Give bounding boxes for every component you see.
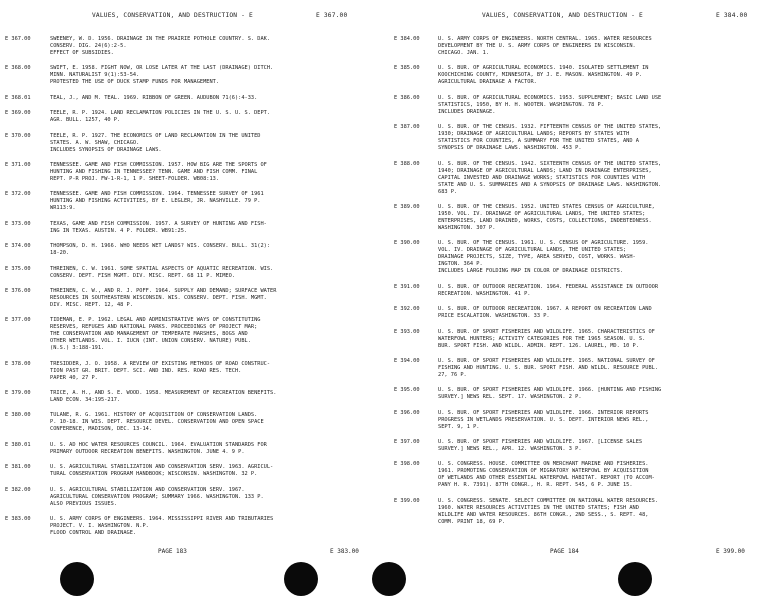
footer-code: E 383.00 <box>330 548 359 555</box>
entry-citation: SWIFT, E. 1958. FIGHT NOW, OR LOSE LATER AT THE LAST (DRAINAGE) DITCH. MINN. NATURALIST 9(1):53-54. PROTESTED THE USE OF DUCK STAMP FUNDS FOR MANAGEMENT. <box>50 65 274 86</box>
entry-citation: U. S. BUR. OF SPORT FISHERIES AND WILDLIFE. 1966. INTERIOR REPORTS PROGRESS IN WETLANDS PRESERVATION. U. S. DEPT. INTERIOR NEWS REL., SEPT. 9, 1 P. <box>438 409 649 430</box>
entry-code: E 391.00 <box>394 283 420 290</box>
bibliography-entry <box>390 161 779 196</box>
bibliography-entry <box>0 110 390 124</box>
bibliography-entry <box>0 442 390 456</box>
bibliography-entry <box>390 329 779 350</box>
entry-citation: U. S. BUR. OF THE CENSUS. 1942. SIXTEENTH CENSUS OF THE UNITED STATES, 1940; DRAINAGE OF AGRICULTURAL LANDS; LAND IN DRAINAGE ENTERPRISES, CAPITAL INVESTED AND DRAINAGE WORKS; STATISTICS FOR COUNTIES WITH STATE AND U. S. SUMMARIES AND A SYNOPSIS OF DRAINAGE LAWS. WASHINGTON. 683 P. <box>438 160 662 195</box>
entry-citation: TENNESSEE. GAME AND FISH COMMISSION. 1957. HOW BIG ARE THE SPORTS OF HUNTING AND FISHING IN TENNESSEE? TENN. GAME AND FISH COMM. FINAL REPT. P-R PROJ. FW-1-R-1, 1 P. SHEET-FOLDER. WB08:13. <box>50 161 267 182</box>
entry-code: E 369.00 <box>5 110 31 117</box>
bibliography-entry <box>0 317 390 352</box>
bibliography-entry <box>0 36 390 57</box>
bibliography-entry <box>0 221 390 235</box>
bibliography-entry <box>390 387 779 401</box>
bibliography-entry <box>0 266 390 280</box>
entry-code: E 393.00 <box>394 328 420 335</box>
bibliography-entry <box>390 461 779 489</box>
entry-citation: U. S. AD HOC WATER RESOURCES COUNCIL. 1964. EVALUATION STANDARDS FOR PRIMARY OUTDOOR RECREATION BENEFITS. WASHINGTON. JUNE 4. 9 P. <box>50 441 267 455</box>
punch-hole <box>284 562 318 596</box>
page-header-title: VALUES, CONSERVATION, AND DESTRUCTION - E <box>92 12 253 19</box>
entry-citation: U. S. BUR. OF AGRICULTURAL ECONOMICS. 1940. ISOLATED SETTLEMENT IN KOOCHICHING COUNTY, MINNESOTA, BY J. E. MASON. WASHINGTON. 49 P. AGRICULTURAL DRAINAGE A FACTOR. <box>438 65 649 86</box>
entry-citation: U. S. ARMY CORPS OF ENGINEERS. 1964. MISSISSIPPI RIVER AND TRIBUTARIES PROJECT. V. I. WASHINGTON. N.P. FLOOD CONTROL AND DRAINAGE. <box>50 516 274 537</box>
entry-citation: U. S. AGRICULTURAL STABILIZATION AND CONSERVATION SERV. 1967. AGRICULTURAL CONSERVATION PROGRAM; SUMMARY 1966. WASHINGTON. 133 P. ALSO PREVIOUS ISSUES. <box>50 486 264 507</box>
entry-code: E 367.00 <box>5 36 31 42</box>
punch-hole <box>618 562 652 596</box>
entry-citation: U. S. BUR. OF SPORT FISHERIES AND WILDLIFE. 1965. NATIONAL SURVEY OF FISHING AND HUNTING. U. S. BUR. SPORT FISH. AND WILDL. RESOURCE PUBL. 27, 76 P. <box>438 357 659 378</box>
entry-citation: TENNESSEE. GAME AND FISH COMMISSION. 1964. TENNESSEE SURVEY OF 1961 HUNTING AND FISHING ACTIVITIES, BY E. LEGLER, JR. NASHVILLE. 79 P. WR113:9. <box>50 191 264 212</box>
entry-code: E 372.00 <box>5 191 31 198</box>
entry-code: E 385.00 <box>394 65 420 72</box>
page-number: PAGE 184 <box>550 548 579 555</box>
entry-code: E 392.00 <box>394 306 420 313</box>
bibliography-entry <box>390 498 779 526</box>
entry-code: E 368.01 <box>5 94 31 101</box>
bibliography-list <box>390 36 779 534</box>
entry-citation: U. S. CONGRESS. SENATE. SELECT COMMITTEE ON NATIONAL WATER RESOURCES. 1960. WATER RESOURCES ACTIVITIES IN THE UNITED STATES; FISH AND WILDLIFE AND WATER RESOURCES. 86TH CONGR., 2ND SESS., S. REPT. 48, COMM. PRINT 18, 69 P. <box>438 497 659 525</box>
page-header-code: E 367.00 <box>316 12 348 19</box>
bibliography-entry <box>390 410 779 431</box>
entry-code: E 386.00 <box>394 94 420 101</box>
entry-code: E 381.00 <box>5 464 31 471</box>
bibliography-entry <box>390 284 779 298</box>
entry-code: E 380.01 <box>5 441 31 448</box>
entry-code: E 370.00 <box>5 132 31 139</box>
bibliography-entry <box>390 439 779 453</box>
entry-citation: U. S. AGRICULTURAL STABILIZATION AND CONSERVATION SERV. 1963. AGRICUL- TURAL CONSERVATION PROGRAM HANDBOOK; WISCONSIN. WASHINGTON. 32 P. <box>50 464 274 478</box>
entry-code: E 399.00 <box>394 497 420 504</box>
bibliography-entry <box>390 240 779 275</box>
entry-code: E 389.00 <box>394 203 420 210</box>
entry-citation: THREINEN, C. W. 1961. SOME SPATIAL ASPECTS OF AQUATIC RECREATION. WIS. CONSERV. DEPT. FISH MGMT. DIV. MISC. REPT. 68 11 P. MIMEO. <box>50 265 274 279</box>
entry-code: E 380.00 <box>5 412 31 419</box>
punch-hole <box>372 562 406 596</box>
entry-citation: U. S. BUR. OF OUTDOOR RECREATION. 1967. A REPORT ON RECREATION LAND PRICE ESCALATION. WASHINGTON. 33 P. <box>438 306 652 320</box>
entry-code: E 375.00 <box>5 265 31 272</box>
bibliography-entry <box>0 133 390 154</box>
entry-citation: TEXAS, GAME AND FISH COMMISSION. 1957. A SURVEY OF HUNTING AND FISH- ING IN TEXAS. AUSTIN. 4 P. FOLDER. WB91:25. <box>50 220 267 234</box>
entry-code: E 387.00 <box>394 124 420 131</box>
footer-code: E 399.00 <box>716 548 745 555</box>
bibliography-entry <box>0 288 390 309</box>
page-header-title: VALUES, CONSERVATION, AND DESTRUCTION - E <box>482 12 643 19</box>
entry-citation: U. S. BUR. OF THE CENSUS. 1932. FIFTEENTH CENSUS OF THE UNITED STATES, 1930; DRAINAGE OF AGRICULTURAL LANDS; REPORTS BY STATES WITH STATISTICS FOR COUNTIES, A SUMMARY FOR THE UNITED STATES, AND A SYNOPSIS OF DRAINAGE LAWS. WASHINGTON. 453 P. <box>438 124 662 152</box>
entry-citation: TEELE, R. P. 1924. LAND RECLAMATION POLICIES IN THE U. S. U. S. DEPT. AGR. BULL. 1257, 40 P. <box>50 110 271 124</box>
entry-code: E 368.00 <box>5 65 31 72</box>
entry-code: E 390.00 <box>394 240 420 247</box>
bibliography-entry <box>0 390 390 404</box>
bibliography-entry <box>0 191 390 212</box>
bibliography-entry <box>390 65 779 86</box>
page-header-code: E 384.00 <box>716 12 748 19</box>
entry-code: E 397.00 <box>394 439 420 446</box>
entry-code: E 379.00 <box>5 390 31 397</box>
bibliography-entry <box>0 95 390 102</box>
entry-citation: TIDEMAN, E. P. 1962. LEGAL AND ADMINISTRATIVE WAYS OF CONSTITUTING RESERVES, REFUGES AND NATIONAL PARKS. PROCEEDINGS OF PROJECT MAR; THE CONSERVATION AND MANAGEMENT OF TEMPERATE MARSHES, BOGS AND OTHER WETLANDS. VOL. I. IUCN (INT. UNION CONSERV. NATURE) PUBL. (N.S.) 3:188-191. <box>50 317 261 352</box>
entry-code: E 398.00 <box>394 461 420 468</box>
entry-code: E 378.00 <box>5 360 31 367</box>
entry-code: E 371.00 <box>5 161 31 168</box>
entry-citation: U. S. BUR. OF OUTDOOR RECREATION. 1964. FEDERAL ASSISTANCE IN OUTDOOR RECREATION. WASHINGTON. 41 P. <box>438 283 659 297</box>
entry-citation: TRESIDDER, J. O. 1958. A REVIEW OF EXISTING METHODS OF ROAD CONSTRUC- TION PAST GR. BRIT. DEPT. SCI. AND IND. RES. ROAD RES. TECH. PAPER 40, 27 P. <box>50 360 271 381</box>
page-number: PAGE 183 <box>158 548 187 555</box>
entry-citation: U. S. CONGRESS. HOUSE. COMMITTEE ON MERCHANT MARINE AND FISHERIES. 1961. PROMOTING CONSERVATION OF MIGRATORY WATERFOWL BY ACQUISITION OF WETLANDS AND OTHER ESSENTIAL WATERFOWL HABITAT. REPORT (TO ACCOM- PANY H. R. 7391). 87TH CONGR., H. R. REPT. 545, 6 P. JUNE 15. <box>438 461 655 489</box>
bibliography-entry <box>390 204 779 232</box>
entry-code: E 377.00 <box>5 317 31 324</box>
entry-code: E 383.00 <box>5 516 31 523</box>
bibliography-entry <box>390 95 779 116</box>
entry-code: E 382.00 <box>5 486 31 493</box>
entry-citation: THREINEN, C. W., AND R. J. POFF. 1964. SUPPLY AND DEMAND; SURFACE WATER RESOURCES IN SOUTHEASTERN WISCONSIN. WIS. CONSERV. DEPT. FISH. MGMT. DIV. MISC. REPT. 12, 48 P. <box>50 287 277 308</box>
entry-citation: THOMPSON, D. H. 1966. WHO NEEDS WET LANDS? WIS. CONSERV. BULL. 31(2): 18-20. <box>50 243 271 257</box>
entry-citation: U. S. BUR. OF SPORT FISHERIES AND WILDLIFE. 1967. [LICENSE SALES SURVEY.] NEWS REL., APR. 12. WASHINGTON. 3 P. <box>438 439 643 453</box>
entry-citation: U. S. BUR. OF AGRICULTURAL ECONOMICS. 1953. SUPPLEMENT; BASIC LAND USE STATISTICS, 1950, BY H. H. WOOTEN. WASHINGTON. 78 P. INCLUDES DRAINAGE. <box>438 94 662 115</box>
entry-code: E 376.00 <box>5 287 31 294</box>
entry-citation: TEAL, J., AND M. TEAL. 1969. RIBBON OF GREEN. AUDUBON 71(6):4-33. <box>50 94 258 101</box>
bibliography-entry <box>0 487 390 508</box>
bibliography-entry <box>0 65 390 86</box>
entry-code: E 396.00 <box>394 409 420 416</box>
entry-citation: TRICE, A. H., AND S. E. WOOD. 1958. MEASUREMENT OF RECREATION BENEFITS. LAND ECON. 34:195-217. <box>50 390 277 404</box>
entry-code: E 384.00 <box>394 36 420 42</box>
bibliography-entry <box>0 361 390 382</box>
entry-citation: U. S. BUR. OF SPORT FISHERIES AND WILDLIFE. 1966. [HUNTING AND FISHING SURVEY.] NEWS REL. SEPT. 17. WASHINGTON. 2 P. <box>438 387 662 401</box>
entry-citation: TULANE, R. G. 1961. HISTORY OF ACQUISITION OF CONSERVATION LANDS. P. 10-18. IN WIS. DEPT. RESOURCE DEVEL. CONSERVATION AND OPEN SPACE CONFERENCE, MADISON, DEC. 13-14. <box>50 412 264 433</box>
entry-code: E 374.00 <box>5 243 31 250</box>
entry-citation: TEELE, R. P. 1927. THE ECONOMICS OF LAND RECLAMATION IN THE UNITED STATES. A. W. SHAW, CHICAGO. INCLUDES SYNOPSIS OF DRAINAGE LAWS. <box>50 132 261 153</box>
bibliography-entry <box>390 306 779 320</box>
entry-code: E 394.00 <box>394 357 420 364</box>
bibliography-entry <box>390 124 779 152</box>
entry-citation: U. S. BUR. OF THE CENSUS. 1961. U. S. CENSUS OF AGRICULTURE. 1959. VOL. IV. DRAINAGE OF AGRICULTURAL LANDS, THE UNITED STATES; DRAINAGE PROJECTS, SIZE, TYPE, AREA SERVED, COST, WORKS. WASH- INGTON. 364 P. INCLUDES LARGE FOLDING MAP IN COLOR OF DRAINAGE DISTRICTS. <box>438 240 649 275</box>
bibliography-entry <box>0 412 390 433</box>
bibliography-entry <box>390 36 779 57</box>
entry-citation: U. S. ARMY CORPS OF ENGINEERS. NORTH CENTRAL. 1965. WATER RESOURCES DEVELOPMENT BY THE U. S. ARMY CORPS OF ENGINEERS IN WISCONSIN. CHICAGO. JAN. 1. <box>438 36 652 56</box>
bibliography-entry <box>0 162 390 183</box>
entry-citation: SWEENEY, W. D. 1956. DRAINAGE IN THE PRAIRIE POTHOLE COUNTRY. S. DAK. CONSERV. DIG. 24(6):2-5. EFFECT OF SUBSIDIES. <box>50 36 271 56</box>
entry-citation: U. S. BUR. OF SPORT FISHERIES AND WILDLIFE. 1965. CHARACTERISTICS OF WATERFOWL HUNTERS; ACTIVITY CATEGORIES FOR THE 1965 SEASON. U. S. BUR. SPORT FISH. AND WILDL. ADMIN. REPT. 126. LAUREL, MD. 10 P. <box>438 328 655 349</box>
bibliography-entry <box>0 464 390 478</box>
bibliography-entry <box>390 358 779 379</box>
entry-code: E 395.00 <box>394 387 420 394</box>
entry-code: E 388.00 <box>394 160 420 167</box>
entry-citation: U. S. BUR. OF THE CENSUS. 1952. UNITED STATES CENSUS OF AGRICULTURE, 1950. VOL. IV. DRAINAGE OF AGRICULTURAL LANDS, THE UNITED STATES; ENTERPRISES, LAND DRAINED, WORKS, COSTS, COLLECTIONS, INDEBTEDNESS. WASHINGTON. 307 P. <box>438 203 655 231</box>
bibliography-entry <box>0 516 390 537</box>
entry-code: E 373.00 <box>5 220 31 227</box>
right-page <box>390 0 779 600</box>
bibliography-entry <box>0 243 390 257</box>
punch-hole <box>60 562 94 596</box>
bibliography-list <box>0 36 390 545</box>
